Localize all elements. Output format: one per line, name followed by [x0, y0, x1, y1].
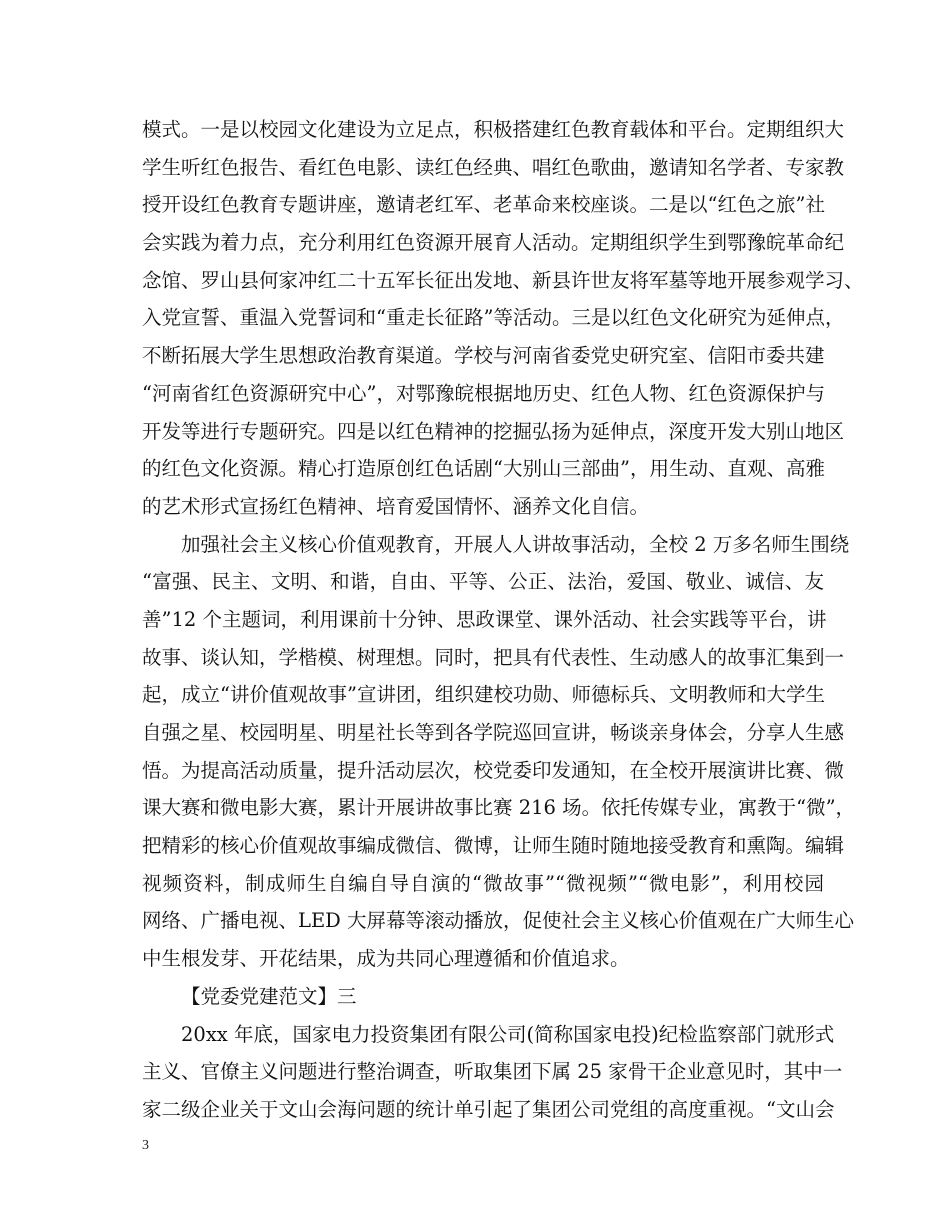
paragraph-line: 家二级企业关于文山会海问题的统计单引起了集团公司党组的高度重视。“文山会 [142, 1097, 835, 1121]
paragraph-line: 的艺术形式宣扬红色精神、培育爱国情怀、涵养文化自信。 [142, 494, 650, 518]
paragraph-line: 入党宣誓、重温入党誓词和“重走长征路”等活动。三是以红色文化研究为延伸点， [142, 306, 845, 330]
paragraph-line: 的红色文化资源。精心打造原创红色话剧“大别山三部曲”，用生动、直观、高雅 [142, 457, 825, 481]
paragraph-line: 学生听红色报告、看红色电影、读红色经典、唱红色歌曲，邀请知名学者、专家教 [142, 155, 845, 179]
paragraph-line: 授开设红色教育专题讲座，邀请老红军、老革命来校座谈。二是以“红色之旅”社 [142, 193, 825, 217]
paragraph-line: 起，成立“讲价值观故事”宣讲团，组织建校功勋、师德标兵、文明教师和大学生 [142, 683, 825, 707]
paragraph-line: 网络、广播电视、LED 大屏幕等滚动播放，促使社会主义核心价值观在广大师生心 [142, 909, 855, 933]
paragraph-line: 念馆、罗山县何家冲红二十五军长征出发地、新县许世友将军墓等地开展参观学习、 [142, 268, 864, 292]
paragraph-line: 课大赛和微电影大赛，累计开展讲故事比赛 216 场。依托传媒专业，寓教于“微”， [142, 796, 856, 820]
paragraph-line: 中生根发芽、开花结果，成为共同心理遵循和价值追求。 [142, 947, 630, 971]
paragraph-line: 把精彩的核心价值观故事编成微信、微博，让师生随时随地接受教育和熏陶。编辑 [142, 834, 845, 858]
paragraph-line: 会实践为着力点，充分利用红色资源开展育人活动。定期组织学生到鄂豫皖革命纪 [142, 231, 845, 255]
page-number: 3 [142, 1138, 149, 1153]
paragraph-line: 善”12 个主题词，利用课前十分钟、思政课堂、课外活动、社会实践等平台，讲 [142, 607, 827, 631]
paragraph-line: 悟。为提高活动质量，提升活动层次，校党委印发通知，在全校开展演讲比赛、微 [142, 758, 845, 782]
paragraph-line: 自强之星、校园明星、明星社长等到各学院巡回宣讲，畅谈亲身体会，分享人生感 [142, 721, 845, 744]
paragraph-line: 视频资料，制成师生自编自导自演的“微故事”“微视频”“微电影”，利用校园 [142, 871, 824, 895]
paragraph-line: 不断拓展大学生思想政治教育渠道。学校与河南省委党史研究室、信阳市委共建 [142, 344, 825, 368]
paragraph-line: “富强、民主、文明、和谐，自由、平等、公正、法治，爱国、敬业、诚信、友 [142, 570, 824, 594]
paragraph-line: 主义、官僚主义问题进行整治调查，听取集团下属 25 家骨干企业意见时，其中一 [142, 1060, 843, 1084]
section-heading: 【党委党建范文】三 [181, 984, 357, 1008]
paragraph-line: 故事、谈认知，学楷模、树理想。同时，把具有代表性、生动感人的故事汇集到一 [142, 645, 845, 669]
document-body [142, 111, 864, 1129]
paragraph-line: 模式。一是以校园文化建设为立足点，积极搭建红色教育载体和平台。定期组织大 [142, 118, 845, 141]
paragraph-line: 20xx 年底，国家电力投资集团有限公司(简称国家电投)纪检监察部门就形式 [181, 1022, 835, 1046]
paragraph-line: “河南省红色资源研究中心”，对鄂豫皖根据地历史、红色人物、红色资源保护与 [142, 381, 825, 405]
paragraph-line: 加强社会主义核心价值观教育，开展人人讲故事活动，全校 2 万多名师生围绕 [181, 532, 850, 556]
paragraph-line: 开发等进行专题研究。四是以红色精神的挖掘弘扬为延伸点，深度开发大别山地区 [142, 419, 845, 443]
